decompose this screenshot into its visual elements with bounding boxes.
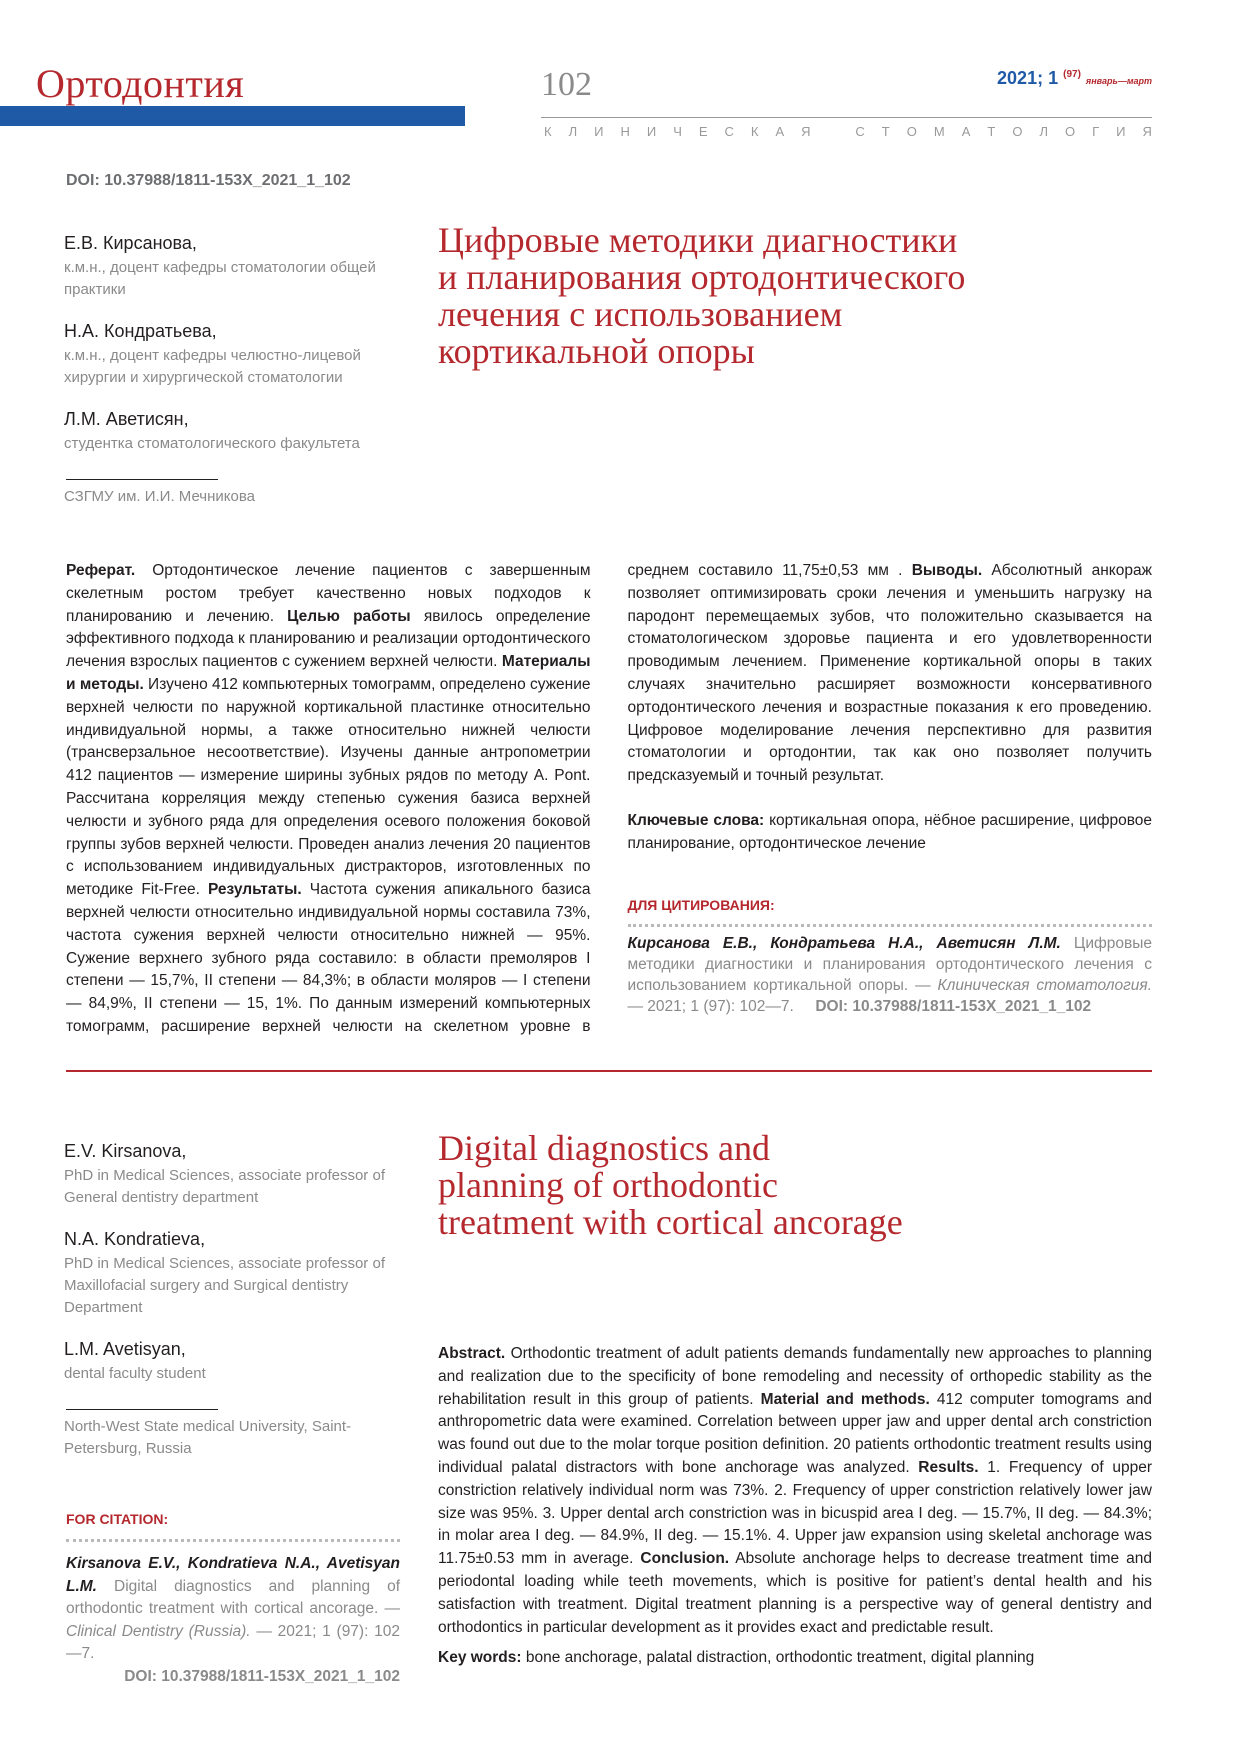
journal-name-letter: Ч xyxy=(673,124,682,139)
journal-name-letter: Е xyxy=(698,124,708,139)
spacer xyxy=(628,856,1153,894)
journal-name-letter: Я xyxy=(801,124,811,139)
label-conclusions: Выводы. xyxy=(911,562,983,579)
keywords-en xyxy=(438,1647,1152,1670)
journal-name-letter: Л xyxy=(1039,124,1048,139)
journal-name-letter: А xyxy=(961,124,971,139)
text-results: Частота сужения апикального базиса верхней челюсти относительно индивидуальной нормы составила 73%, частота сужения верхней челюсти относительно нижней — 95%. Сужение верхнего зубного ряда составило: в области премоляров I степени — 15,7%, II степени — 84,3%; в области моляров — I степени — 84,9%, II степени — 15, 1%. По данным измерений компьютерных томограмм, расширение верхней челюсти на скелетном уровне в среднем составило 11,75±0,53 мм . xyxy=(66,562,912,1035)
journal-name-letter: И xyxy=(1116,124,1126,139)
author-affiliation: PhD in Medical Sciences, associate professor of General dentistry department xyxy=(64,1167,385,1206)
author-ru-3 xyxy=(64,409,404,455)
author-affiliation: dental faculty student xyxy=(64,1365,206,1382)
author-affiliation: к.м.н., доцент кафедры стоматологии общей практики xyxy=(64,259,376,298)
title-line: лечения с использованием xyxy=(438,294,843,334)
institution-en: North-West State medical University, Saint-Petersburg, Russia xyxy=(64,1418,352,1457)
abstract-en xyxy=(438,1343,1152,1670)
journal-name-letter: Я xyxy=(1142,124,1152,139)
author-ru-1 xyxy=(64,233,404,301)
issue-months: январь—март xyxy=(1085,76,1152,86)
keywords-ru xyxy=(628,810,1153,856)
citation-en xyxy=(66,1553,400,1688)
header-accent-bar xyxy=(0,106,465,126)
keywords-label: Ключевые слова: xyxy=(627,811,765,829)
journal-name-gap xyxy=(828,124,839,139)
journal-name-letter: О xyxy=(1065,124,1076,139)
citation-journal: Clinical Dentistry (Russia). xyxy=(66,1622,251,1640)
citation-authors: Kirsanova E.V., Kondratieva N.A., Avetisyan L.M. xyxy=(66,1555,400,1595)
text-abstract: Orthodontic treatment of adult patients demands fundamentally new approaches to planning and realization due to the specificity of bone remodeling and necessity of orthopedic stability as the rehabilitation result in this group of patients. xyxy=(438,1345,1152,1408)
journal-name xyxy=(544,124,1152,139)
journal-name-letter: О xyxy=(1012,124,1023,139)
journal-name-letter: К xyxy=(544,124,552,139)
citation-rest: — 2021; 1 (97): 102—7. xyxy=(627,998,794,1016)
label-methods: Material and methods. xyxy=(760,1390,930,1408)
journal-section-title: Ортодонтия xyxy=(36,61,245,106)
header-rule xyxy=(541,117,1152,118)
author-en-1 xyxy=(64,1141,404,1209)
citation-heading-en: FOR CITATION: xyxy=(66,1511,169,1527)
label-referat: Реферат. xyxy=(66,562,136,579)
journal-name-letter: С xyxy=(724,124,734,139)
title-line: кортикальной опоры xyxy=(438,331,755,371)
author-name: Н.А. Кондратьева, xyxy=(64,321,217,341)
title-line: Digital diagnostics and xyxy=(438,1128,770,1168)
article-title-ru xyxy=(438,222,1158,370)
text-goal: явилось определение эффективного подхода к планированию и реализации ортодонтического лечения взрослых пациентов с сужением верхней челюсти. xyxy=(66,607,591,671)
abstract-ru xyxy=(66,560,1152,1042)
keywords-text: кортикальная опора, нёбное расширение, цифровое планирование, ортодонтическое лечение xyxy=(627,811,1152,852)
journal-name-letter: Т xyxy=(881,124,890,139)
page-number: 102 xyxy=(541,66,592,103)
label-conclusion: Conclusion. xyxy=(640,1550,730,1568)
journal-name-letter: Г xyxy=(1092,124,1100,139)
citation-rest: — 2021; 1 (97): 102—7. xyxy=(66,1622,401,1662)
journal-name-letter: О xyxy=(906,124,917,139)
journal-name-letter: Л xyxy=(568,124,578,139)
title-line: treatment with cortical ancorage xyxy=(438,1202,903,1242)
title-line: Цифровые методики диагностики xyxy=(438,220,958,260)
author-affiliation: студентка стоматологического факультета xyxy=(64,435,360,452)
issue-info xyxy=(997,68,1152,89)
text-conclusion: Absolute anchorage helps to decrease treatment time and periodontal loading while teeth movements, which is positive for patient’s dental health and his satisfaction with treatment. Digital treatment planning is a perspective way of general dentistry and orthodontics in particular development as it provides exact and predictable result. xyxy=(438,1550,1152,1636)
journal-name-letter: М xyxy=(933,124,945,139)
label-methods: Материалы и методы. xyxy=(66,653,591,693)
journal-name-letter: К xyxy=(750,124,759,139)
spacer xyxy=(438,1639,1152,1647)
citation-dotted-rule xyxy=(628,924,1153,927)
author-name: Е.В. Кирсанова, xyxy=(64,233,197,253)
citation-text: Digital diagnostics and planning of orthodontic treatment with cortical ancorage. — xyxy=(66,1577,400,1617)
title-line: и планирования ортодонтического xyxy=(438,257,966,297)
label-goal: Целью работы xyxy=(287,607,411,625)
text-results: 1. Frequency of upper constriction relatively individual norm was 73%. 2. Frequency of upper constriction relatively lower jaw size was 95%. 3. Upper dental arch constriction was in bicuspid area I deg. — 15.7%, II deg. — 84.3%; in molar area I deg. — 84.9%, II deg. — 15.1%. 4. Upper jaw expansion using skeletal anchorage was 11.75±0.53 mm in average. xyxy=(438,1458,1152,1568)
text-methods: Изучено 412 компьютерных томограмм, определено сужение верхней челюсти по наружной кортикальной пластинке относительно индивидуальной нормы, а также относительно нижней челюсти (трансверзальное несоответствие). Изучены данные антропометрии 412 пациентов — измерение ширины зубных рядов по методу А. Pont. Рассчитана корреляция между степенью сужения базиса верхней челюсти и зубного ряда для определения осевого положения боковой группы зубов верхней челюсти. Проведен анализ лечения 20 пациентов с использованием индивидуальных дистракторов, изготовленных по методике Fit-Free. xyxy=(66,675,591,899)
issue-year: 2021; 1 xyxy=(997,68,1059,88)
citation-heading-ru: ДЛЯ ЦИТИРОВАНИЯ: xyxy=(627,896,775,913)
text-methods: 412 computer tomograms and anthropometric data were examined. Correlation between upper jaw and upper dental arch constriction was found out due to the molar torque position definition. 20 patients orthodontic treatment results using individual palatal distractors with bone anchorage was analyzed. xyxy=(438,1390,1152,1476)
author-en-3 xyxy=(64,1339,404,1385)
citation-doi: DOI: 10.37988/1811-153X_2021_1_102 xyxy=(124,1667,400,1685)
author-ru-2 xyxy=(64,321,404,389)
journal-name-letter: С xyxy=(855,124,865,139)
author-separator xyxy=(66,479,218,480)
author-name: L.M. Avetisyan, xyxy=(64,1339,186,1359)
label-results: Results. xyxy=(918,1458,979,1476)
citation-authors: Кирсанова Е.В., Кондратьева Н.А., Аветисян Л.М. xyxy=(627,935,1061,953)
journal-name-letter: И xyxy=(594,124,604,139)
author-separator xyxy=(66,1409,218,1410)
author-affiliation: к.м.н., доцент кафедры челюстно-лицевой хирургии и хирургической стоматологии xyxy=(64,347,361,386)
keywords-text: bone anchorage, palatal distraction, orthodontic treatment, digital planning xyxy=(521,1649,1035,1667)
article-title-en xyxy=(438,1130,1158,1241)
section-divider xyxy=(66,1070,1152,1072)
issue-number: (97) xyxy=(1063,69,1081,80)
author-name: E.V. Kirsanova, xyxy=(64,1141,187,1161)
citation-text: Цифровые методики диагностики и планирования ортодонтического лечения с использованием кортикальной опоры. — xyxy=(627,935,1153,995)
institution-ru: СЗГМУ им. И.И. Мечникова xyxy=(64,488,255,505)
citation-journal: Клиническая стоматология. xyxy=(937,977,1152,995)
title-line: planning of orthodontic xyxy=(438,1165,778,1205)
citation-doi: DOI: 10.37988/1811-153X_2021_1_102 xyxy=(815,998,1092,1016)
author-en-2 xyxy=(64,1229,404,1319)
text-referat: Ортодонтическое лечение пациентов с завершенным скелетным ростом требует качественно новых подходов к планированию и лечению. xyxy=(66,562,591,625)
journal-name-letter: И xyxy=(646,124,657,139)
label-abstract: Abstract. xyxy=(438,1345,506,1362)
keywords-label: Key words: xyxy=(438,1649,522,1667)
author-name: N.A. Kondratieva, xyxy=(64,1229,206,1249)
text-conclusions: Абсолютный анкораж позволяет оптимизировать сроки лечения и уменьшить нагрузку на пародонт перемещаемых зубов, что положительно сказывается на стоматологическом здоровье пациента и его удовлетворенности проводимым лечением. Применение кортикальной опоры в таких случаях значительно расширяет возможности консервативного ортодонтического лечения и возрастные показания к его проведению. Цифровое моделирование лечения перспективно для развития стоматологии и ортодонтии, так как оно позволяет получить предсказуемый и точный результат. xyxy=(627,562,1152,785)
citation-dotted-rule xyxy=(66,1539,400,1542)
author-name: Л.М. Аветисян, xyxy=(64,409,189,429)
journal-name-letter: Н xyxy=(620,124,630,139)
journal-name-letter: А xyxy=(775,124,785,139)
spacer xyxy=(628,788,1153,810)
journal-name-letter: Т xyxy=(987,124,996,139)
citation-ru xyxy=(628,933,1153,1017)
label-results: Результаты. xyxy=(207,881,302,899)
author-affiliation: PhD in Medical Sciences, associate professor of Maxillofacial surgery and Surgical dentistry Department xyxy=(64,1255,385,1316)
doi-ru: DOI: 10.37988/1811-153X_2021_1_102 xyxy=(66,172,351,189)
